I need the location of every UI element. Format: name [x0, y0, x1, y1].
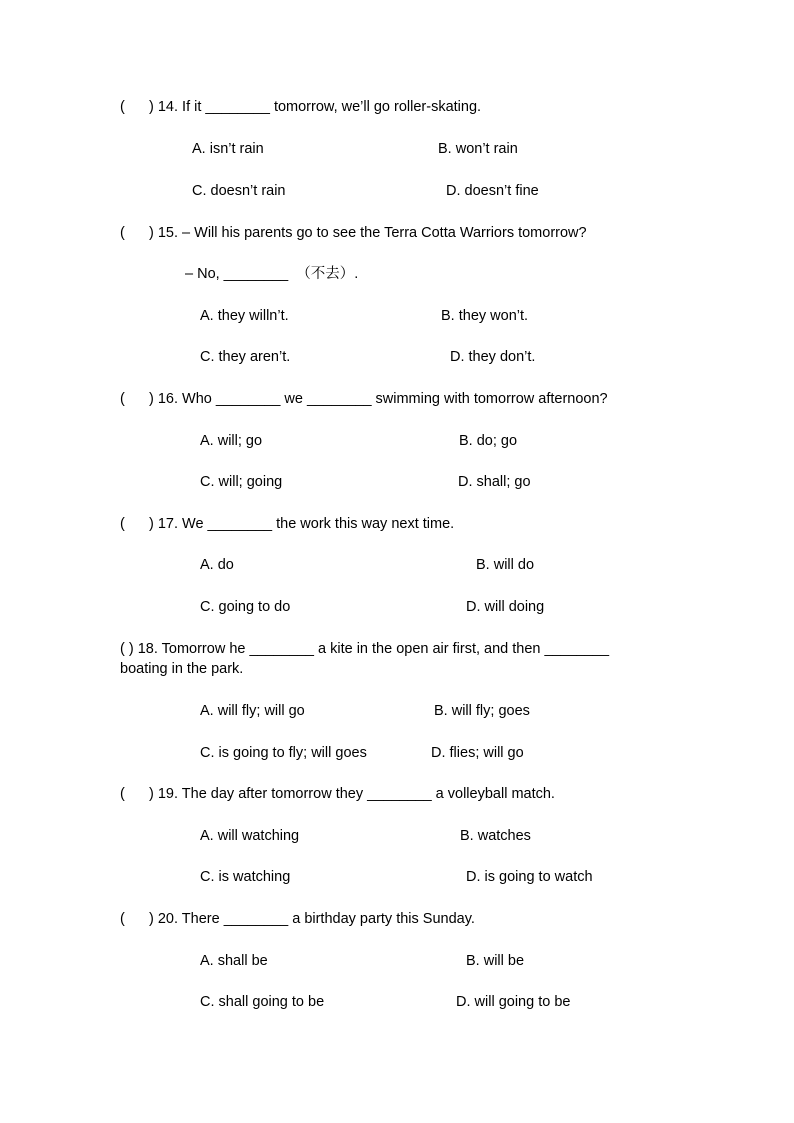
- question-16-option-b: B. do; go: [459, 433, 518, 449]
- question-15-option-c: C. they aren’t.: [200, 349, 291, 365]
- question-18-option-d: D. flies; will go: [431, 745, 524, 761]
- question-15-option-b: B. they won’t.: [441, 308, 529, 324]
- question-17-option-b: B. will do: [476, 557, 535, 573]
- question-15-option-a: A. they willn’t.: [200, 308, 289, 324]
- question-20-option-d: D. will going to be: [456, 994, 571, 1010]
- question-20-stem: ( ) 20. There ________ a birthday party this Sunday.: [120, 911, 475, 927]
- question-18-stem: ( ) 18. Tomorrow he ________ a kite in the open air first, and then ________ boating in the park.: [120, 641, 610, 677]
- question-19-option-c: C. is watching: [200, 869, 291, 885]
- question-15-option-d: D. they don’t.: [450, 349, 536, 365]
- question-17-option-a: A. do: [200, 557, 234, 573]
- question-18-option-a: A. will fly; will go: [200, 703, 305, 719]
- question-20-option-c: C. shall going to be: [200, 994, 325, 1010]
- question-19-option-d: D. is going to watch: [466, 869, 593, 885]
- question-16-option-d: D. shall; go: [458, 474, 531, 490]
- question-15-stem: ( ) 15. – Will his parents go to see the Terra Cotta Warriors tomorrow?: [120, 225, 587, 241]
- question-15-reply: – No, ________ （不去）.: [185, 266, 359, 282]
- question-14-option-d: D. doesn’t fine: [446, 183, 539, 199]
- question-17-stem: ( ) 17. We ________ the work this way next time.: [120, 516, 455, 532]
- question-19-stem: ( ) 19. The day after tomorrow they ________ a volleyball match.: [120, 786, 555, 802]
- question-20-option-b: B. will be: [466, 953, 525, 969]
- question-19-option-b: B. watches: [460, 828, 531, 844]
- question-17-option-c: C. going to do: [200, 599, 291, 615]
- question-16-option-a: A. will; go: [200, 433, 263, 449]
- question-14-option-b: B. won’t rain: [438, 141, 518, 157]
- question-20-option-a: A. shall be: [200, 953, 268, 969]
- question-14-stem: ( ) 14. If it ________ tomorrow, we’ll go roller-skating.: [120, 99, 482, 115]
- question-16-stem: ( ) 16. Who ________ we ________ swimming with tomorrow afternoon?: [120, 391, 608, 407]
- question-17-option-d: D. will doing: [466, 599, 545, 615]
- question-16-option-c: C. will; going: [200, 474, 283, 490]
- question-19-option-a: A. will watching: [200, 828, 300, 844]
- question-18-option-b: B. will fly; goes: [434, 703, 530, 719]
- question-18-option-c: C. is going to fly; will goes: [200, 745, 367, 761]
- question-14-option-c: C. doesn’t rain: [192, 183, 286, 199]
- question-14-option-a: A. isn’t rain: [192, 141, 264, 157]
